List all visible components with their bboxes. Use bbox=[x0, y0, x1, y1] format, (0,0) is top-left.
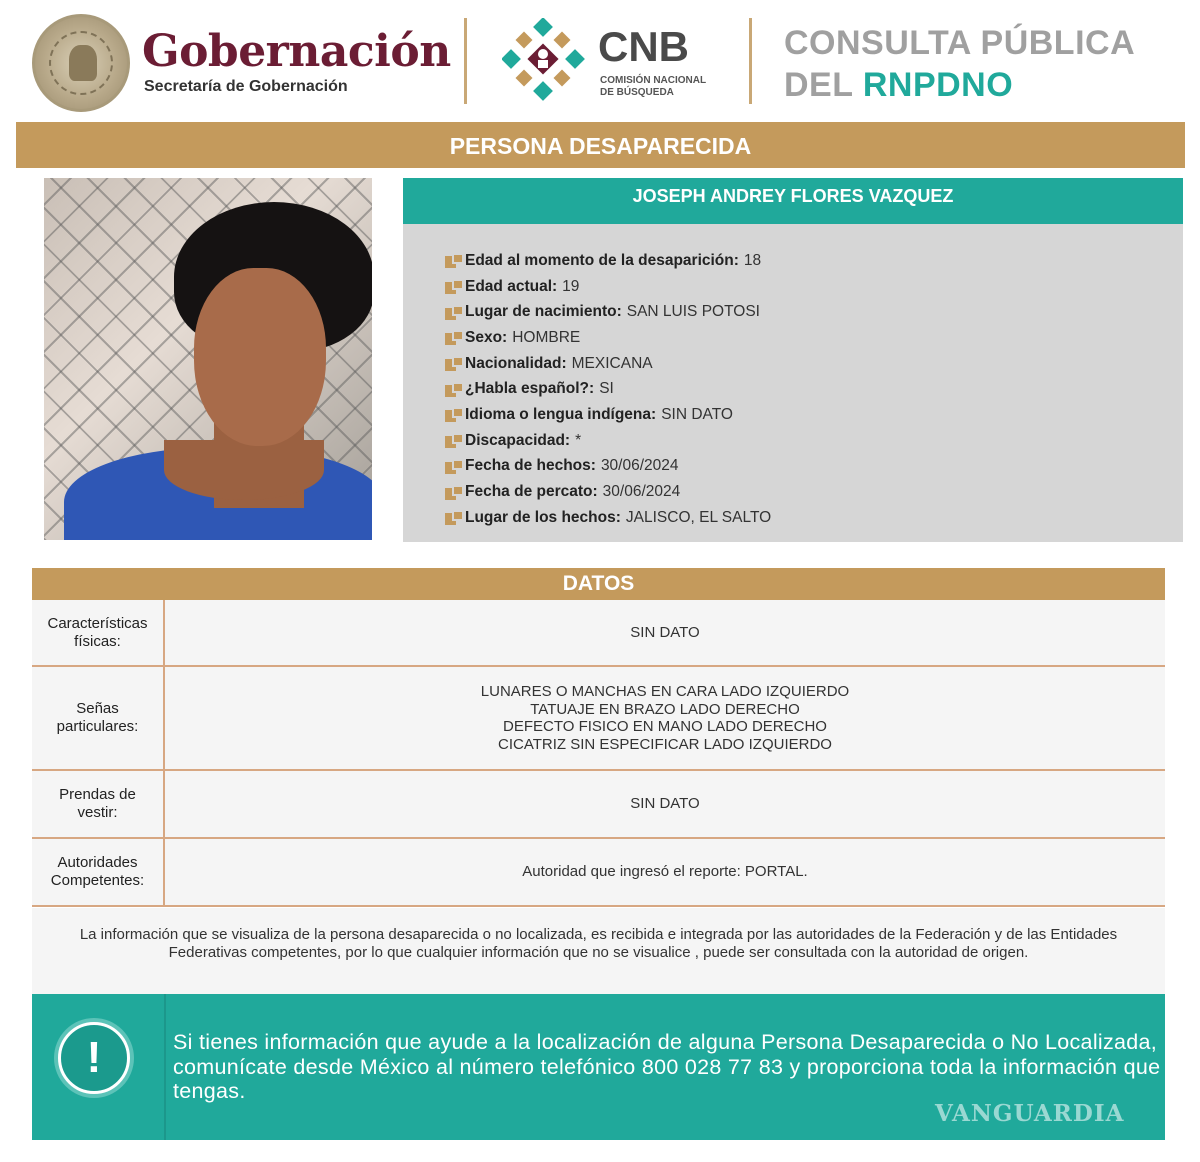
info-field-value: 30/06/2024 bbox=[602, 483, 681, 501]
cnb-subtitle bbox=[600, 75, 706, 99]
info-field-label: Idioma o lengua indígena: bbox=[465, 405, 657, 423]
person-info-panel bbox=[403, 224, 1183, 542]
datos-value-line: TATUAJE EN BRAZO LADO DERECHO bbox=[530, 700, 800, 718]
consulta-prefix: DEL bbox=[784, 66, 863, 104]
datos-label-line1: Señas bbox=[76, 700, 119, 717]
info-field-value: MEXICANA bbox=[571, 354, 653, 372]
datos-label-line1: Características bbox=[47, 614, 148, 632]
info-field bbox=[445, 274, 771, 300]
info-field-value: JALISCO, EL SALTO bbox=[625, 508, 772, 526]
datos-row bbox=[32, 771, 1165, 839]
datos-label-line2: particulares: bbox=[56, 718, 139, 735]
datos-header: DATOS bbox=[32, 568, 1165, 600]
info-field-label: Discapacidad: bbox=[465, 431, 571, 449]
info-field bbox=[445, 505, 771, 531]
info-field bbox=[445, 351, 771, 377]
datos-label bbox=[32, 667, 165, 769]
consulta-title-line1: CONSULTA PÚBLICA bbox=[784, 24, 1136, 62]
info-field-value: SAN LUIS POTOSI bbox=[626, 303, 760, 321]
info-field bbox=[445, 479, 771, 505]
footer-divider bbox=[164, 994, 166, 1140]
datos-label bbox=[32, 771, 165, 837]
info-field bbox=[445, 454, 771, 480]
header-divider bbox=[464, 18, 467, 104]
document-bullet-icon bbox=[445, 433, 460, 448]
datos-value-line: Autoridad que ingresó el reporte: PORTAL. bbox=[522, 863, 808, 881]
datos-label-line2: Competentes: bbox=[50, 872, 145, 889]
cnb-subtitle-line2: DE BÚSQUEDA bbox=[600, 87, 674, 98]
datos-row bbox=[32, 667, 1165, 771]
datos-value-line: LUNARES O MANCHAS EN CARA LADO IZQUIERDO bbox=[480, 683, 850, 700]
consulta-title-line2 bbox=[784, 68, 1013, 102]
contact-message: Si tienes información que ayude a la localización de alguna Persona Desaparecida o No Localizada, comunícate desde México al número telefónico 800 028 77 83 y proporciona toda la información que tengas. bbox=[173, 1030, 1161, 1103]
datos-value-line: DEFECTO FISICO EN MANO LADO DERECHO bbox=[503, 718, 827, 735]
document-bullet-icon bbox=[445, 407, 460, 422]
info-field-label: Nacionalidad: bbox=[465, 354, 567, 372]
cnb-title: CNB bbox=[598, 23, 689, 70]
info-field-label: Lugar de los hechos: bbox=[465, 508, 621, 526]
info-field-label: Lugar de nacimiento: bbox=[465, 303, 622, 321]
info-field bbox=[445, 376, 771, 402]
datos-table bbox=[32, 600, 1165, 907]
document-bullet-icon bbox=[445, 510, 460, 525]
datos-label-line2: vestir: bbox=[77, 804, 118, 821]
exclamation-icon: ! bbox=[58, 1022, 130, 1094]
header-divider bbox=[749, 18, 752, 104]
datos-value bbox=[165, 600, 1165, 665]
datos-value bbox=[165, 771, 1165, 837]
info-field-value: 18 bbox=[743, 251, 762, 269]
info-field-value: 19 bbox=[562, 277, 580, 295]
info-field-value: * bbox=[575, 431, 582, 449]
datos-row bbox=[32, 600, 1165, 667]
datos-label-line2: físicas: bbox=[74, 632, 121, 650]
mexico-seal-logo bbox=[32, 14, 130, 112]
document-bullet-icon bbox=[445, 356, 460, 371]
datos-value-line: CICATRIZ SIN ESPECIFICAR LADO IZQUIERDO bbox=[498, 735, 832, 753]
gobernacion-subtitle: Secretaría de Gobernación bbox=[144, 78, 348, 95]
document-bullet-icon bbox=[445, 330, 460, 345]
document-bullet-icon bbox=[445, 485, 460, 500]
info-field-label: Sexo: bbox=[465, 328, 508, 346]
info-field bbox=[445, 402, 771, 428]
info-field-label: Fecha de hechos: bbox=[465, 457, 596, 475]
info-field bbox=[445, 299, 771, 325]
gobernacion-title: Gobernación bbox=[142, 26, 451, 77]
cnb-logo-icon bbox=[502, 18, 586, 102]
vanguardia-watermark: VANGUARDIA bbox=[935, 1100, 1125, 1127]
info-field-label: Edad al momento de la desaparición: bbox=[465, 251, 739, 269]
cnb-subtitle-line1: COMISIÓN NACIONAL bbox=[600, 75, 707, 86]
datos-value-line: SIN DATO bbox=[630, 795, 700, 813]
info-field-value: SI bbox=[599, 380, 614, 398]
info-field-value: 30/06/2024 bbox=[600, 457, 679, 475]
contact-footer bbox=[32, 994, 1165, 1140]
persona-desaparecida-banner: PERSONA DESAPARECIDA bbox=[16, 122, 1185, 168]
datos-label-line1: Prendas de bbox=[59, 786, 136, 803]
datos-value bbox=[165, 839, 1165, 905]
document-bullet-icon bbox=[445, 279, 460, 294]
info-field-label: Fecha de percato: bbox=[465, 483, 598, 501]
datos-value bbox=[165, 667, 1165, 769]
info-field-value: SIN DATO bbox=[661, 405, 733, 423]
datos-label bbox=[32, 839, 165, 905]
consulta-accent: RNPDNO bbox=[862, 66, 1014, 104]
document-bullet-icon bbox=[445, 459, 460, 474]
info-field-label: Edad actual: bbox=[465, 277, 558, 295]
datos-value-line: SIN DATO bbox=[630, 623, 700, 641]
person-name: JOSEPH ANDREY FLORES VAZQUEZ bbox=[403, 178, 1183, 224]
datos-label bbox=[32, 600, 165, 665]
document-bullet-icon bbox=[445, 382, 460, 397]
datos-label-line1: Autoridades bbox=[57, 854, 138, 871]
person-info-list bbox=[445, 248, 771, 531]
info-field bbox=[445, 428, 771, 454]
person-photo bbox=[44, 178, 372, 540]
info-field bbox=[445, 325, 771, 351]
disclaimer-text: La información que se visualiza de la persona desaparecida o no localizada, es recibida e integrada por las autoridades de la Federación y de las Entidades Federativas competentes, por lo que cualquier información que no se visualice , puede ser consultada con la autoridad de origen. bbox=[32, 908, 1165, 994]
info-field-value: HOMBRE bbox=[512, 328, 581, 346]
document-bullet-icon bbox=[445, 253, 460, 268]
document-bullet-icon bbox=[445, 305, 460, 320]
info-field bbox=[445, 248, 771, 274]
page-header bbox=[0, 0, 1200, 118]
datos-row bbox=[32, 839, 1165, 907]
info-field-label: ¿Habla español?: bbox=[465, 380, 595, 398]
